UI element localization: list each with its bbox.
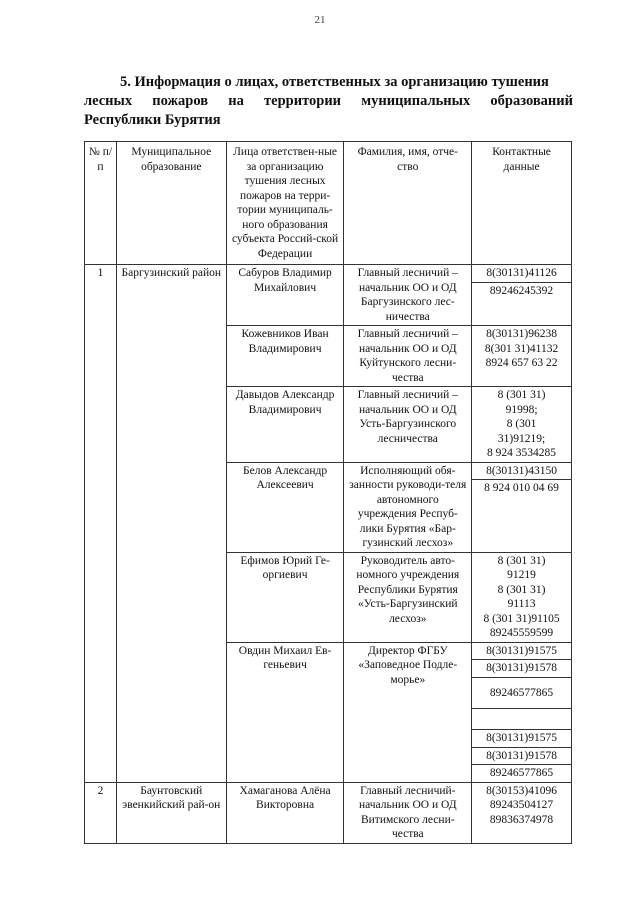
responsible-persons-table xyxy=(84,141,572,844)
person-contacts xyxy=(472,552,572,642)
contact-line: 8(30131)91578 xyxy=(472,660,571,678)
person-name: Овдин Михаил Ев-геньевич xyxy=(226,642,344,782)
person-name: Сабуров Владимир Михайлович xyxy=(226,265,344,326)
person-contacts xyxy=(472,326,572,387)
contact-line: 8(30131)43150 xyxy=(472,463,571,481)
person-contacts xyxy=(472,265,572,326)
person-position: Главный лесничий – начальник ОО и ОД Баргузинского лес-ничества xyxy=(344,265,472,326)
contact-line: 8(30131)96238 8(301 31)41132 8924 657 63 22 xyxy=(484,328,559,369)
person-name: Кожевников Иван Владимирович xyxy=(226,326,344,387)
header-contacts: Контактные данные xyxy=(472,142,572,265)
contact-line: 8 924 010 04 69 xyxy=(484,482,559,494)
contact-line: 8(30131)41126 xyxy=(472,265,571,283)
row-num: 1 xyxy=(85,265,117,783)
heading-line-3: Республики Бурятия xyxy=(84,112,221,128)
contact-line: 8(30131)91578 xyxy=(472,748,571,766)
person-contacts xyxy=(472,642,572,782)
header-num: № п/п xyxy=(85,142,117,265)
row-municipality: Баунтовский эвенкийский рай-он xyxy=(116,782,226,843)
contact-line: 8(30131)91575 xyxy=(472,730,571,748)
person-position: Главный лесничий-начальник ОО и ОД Витимского лесни-чества xyxy=(344,782,472,843)
contact-line: 89246577865 xyxy=(489,767,554,779)
table-header-row xyxy=(85,142,572,265)
contact-line: 89246577865 xyxy=(472,678,571,710)
person-position: Руководитель авто-номного учреждения Республики Бурятия «Усть-Баргузинский лесхоз» xyxy=(344,552,472,642)
contact-line: 8 (301 31) 91219 8 (301 31) 91113 8 (301 31)91105 89245559599 xyxy=(483,554,560,639)
contact-line: 8 (301 31) 91998; 8 (301 31)91219; 8 924 3534285 xyxy=(487,389,557,459)
contact-spacer xyxy=(472,709,571,730)
person-position: Главный лесничий – начальник ОО и ОД Куйтунского лесни-чества xyxy=(344,326,472,387)
row-municipality: Баргузинский район xyxy=(116,265,226,783)
contact-line: 8(30153)41096 89243504127 89836374978 xyxy=(486,784,558,826)
heading-line-2: лесных пожаров на территории муниципальных образований xyxy=(84,93,573,109)
person-name: Давыдов Александр Владимирович xyxy=(226,387,344,463)
row-num: 2 xyxy=(85,782,117,843)
person-contacts xyxy=(472,782,572,843)
person-name: Хамаганова Алёна Викторовна xyxy=(226,782,344,843)
person-position: Исполняющий обя-занности руководи-теля автономного учреждения Респуб-лики Бурятия «Бар-гузинский лесхоз» xyxy=(344,462,472,552)
person-name: Ефимов Юрий Ге-оргиевич xyxy=(226,552,344,642)
header-municipality: Муниципальное образование xyxy=(116,142,226,265)
heading-line-1: 5. Информация о лицах, ответственных за организацию тушения xyxy=(120,74,549,90)
page-number: 21 xyxy=(314,14,326,26)
header-fio: Фамилия, имя, отче-ство xyxy=(344,142,472,265)
person-position: Главный лесничий – начальник ОО и ОД Усть-Баргузинского лесничества xyxy=(344,387,472,463)
person-contacts xyxy=(472,462,572,552)
section-heading xyxy=(84,73,573,130)
header-responsible: Лица ответствен-ные за организацию тушения лесных пожаров на терри-тории муниципаль-ного образования субъекта Россий-ской Федерации xyxy=(226,142,344,265)
person-contacts xyxy=(472,387,572,463)
contact-line: 89246245392 xyxy=(489,284,554,297)
person-position: Директор ФГБУ «Заповедное Подле-морье» xyxy=(344,642,472,782)
person-name: Белов Александр Алексеевич xyxy=(226,462,344,552)
table-row xyxy=(85,265,572,326)
table-row xyxy=(85,782,572,843)
contact-line: 8(30131)91575 xyxy=(472,643,571,661)
